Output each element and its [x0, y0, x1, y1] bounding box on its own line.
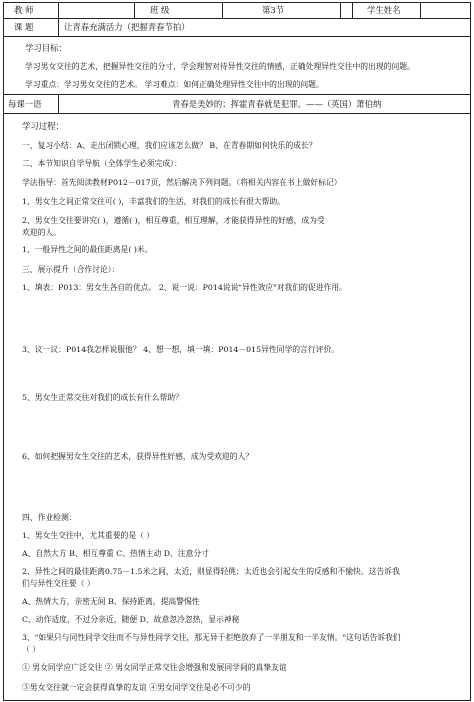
- question-2: 2、男女生交往要讲究( )，遵循( )，相互尊重，相互理解，才能获得异性的好感，成为受: [22, 216, 325, 225]
- period-value: 第3节: [262, 5, 285, 15]
- homework-q1-options: A、自然大方 B、相互尊重 C、热情主动 D、注意分寸: [22, 549, 209, 558]
- show-item-5: 5、男女生正常交往对我们的成长有什么帮助？: [22, 393, 183, 402]
- question-2-cont: 欢迎的人。: [22, 228, 61, 237]
- daily-quote-label: 每课一语: [8, 99, 42, 109]
- objectives-title: 学习目标：: [25, 43, 67, 53]
- header-col-sep-6: [420, 2, 421, 18]
- header-col-sep-2: [134, 2, 135, 18]
- objectives-key-points: 学习重点：学习男女交往的艺术。 学习难点：如何正确处理异性交往中的出现的问题。: [25, 80, 324, 89]
- topic-col-sep: [58, 18, 59, 36]
- study-guide: 学法指导：首先阅读教材P012－017页，然后解决下列问题。（将相关内容在书上做好标记）: [22, 178, 342, 187]
- topic-label: 课 题: [14, 22, 34, 32]
- teacher-label: 教 师: [14, 5, 34, 15]
- header-col-sep-5: [352, 2, 353, 18]
- homework-q2-cont: 们与异性交往要（ ）: [22, 579, 95, 588]
- homework-q3: 3、"如果只与同性同学交往而不与异性同学交往，那无异于拒绝放弃了一半朋友和一半友情。"这句话告诉我们: [22, 633, 401, 642]
- show-item-3-4: 3、议一议：P014我怎样说服他？ 4、想一想，填一填：P014－015异性同学的言行评价。: [22, 345, 340, 354]
- topic-divider: [3, 36, 471, 37]
- header-col-sep-4: [340, 2, 341, 18]
- header-divider: [3, 18, 471, 19]
- header-col-sep-1: [58, 2, 59, 18]
- homework-title: 四、作业检测：: [22, 513, 77, 522]
- question-3: 1、一般异性之间的最佳距离是( )米。: [22, 245, 153, 254]
- quote-divider: [3, 113, 471, 114]
- show-item-1-2: 1、填表：P013：男女生各自的优点。 2、说一说：P014说说"异性效应"对我们的促进作用。: [22, 283, 347, 292]
- question-1: 1、男女生之间正常交往可( )，丰富我们的生活，对我们的成长有很大帮助。: [22, 197, 286, 206]
- review-line: 一、复习小结：A、走出闭锁心理，我们应该怎么做？ B、在青春期如何快乐的成长？: [22, 141, 317, 150]
- homework-q1: 1、男女生交往中，尤其重要的是（ ）: [22, 531, 155, 540]
- table-top-border: [3, 2, 471, 3]
- table-right-border: [470, 2, 471, 701]
- objectives-divider: [3, 94, 471, 95]
- homework-q3-option-1-2: ① 男女同学应广泛交往 ② 男女同学正常交往会增强和发展同学间的真挚友谊: [22, 663, 287, 672]
- homework-q2-option-cd: C、动作适度，不过分亲近，随便 D、故意忽冷忽热，显示神秘: [22, 615, 240, 624]
- homework-q2: 2、异性之间的最佳距离0.75－1.5米之间，太近，则显得轻佻；太近也会引起女生的反感和不愉快。这告诉我: [22, 567, 400, 576]
- show-heading: 三、展示提升（合作讨论）：: [22, 265, 120, 274]
- self-study-heading: 二、本节知识自学导航（全体学生必须完成）：: [22, 159, 182, 168]
- objectives-text: 学习男女交往的艺术，把握异性交往的分寸，学会理智对待异性交往的情感，正确处理异性交往中的出现的问题。: [25, 62, 415, 71]
- homework-q3-option-3-4: ③男女交往就一定会获得真挚的友谊 ④男女同学交往是必不可少的: [22, 683, 251, 692]
- table-left-border: [3, 2, 4, 701]
- daily-quote-text: 青春是美妙的；挥霍青春就是犯罪。——（英国）萧伯纳: [172, 99, 382, 109]
- show-item-6: 6、如何把握男女生交往的艺术，获得异性好感，成为受欢迎的人？: [22, 452, 254, 461]
- homework-q3-cont: （ ）: [22, 645, 41, 654]
- process-title: 学习过程：: [22, 121, 64, 131]
- topic-value: 让青春充满活力（把握青春节拍）: [64, 22, 190, 32]
- student-name-label: 学生姓名: [367, 5, 401, 15]
- header-col-sep-3: [222, 2, 223, 18]
- quote-col-sep: [58, 94, 59, 113]
- homework-q2-option-ab: A、热情大方，亲密无间 B、保持距离，提高警惕性: [22, 597, 200, 606]
- table-bottom-border: [3, 700, 471, 701]
- class-label: 班 级: [150, 5, 170, 15]
